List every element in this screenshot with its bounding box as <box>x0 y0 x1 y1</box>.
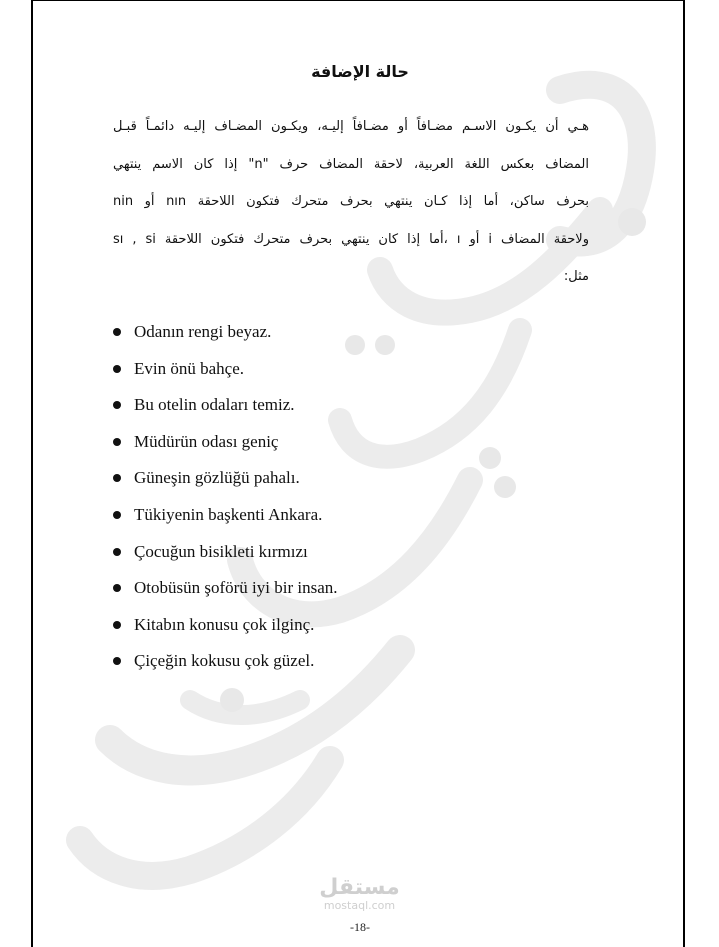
bullet-icon <box>113 511 121 519</box>
example-text: Otobüsün şoförü iyi bir insan. <box>134 578 338 598</box>
bullet-icon <box>113 438 121 446</box>
list-item <box>110 464 338 501</box>
paragraph-line: المضاف بعكس اللغة العربية، لاحقة المضاف حرف "n" إذا كان الاسم ينتهي <box>113 156 589 172</box>
bullet-icon <box>113 548 121 556</box>
example-text: Evin önü bahçe. <box>134 358 244 378</box>
examples-list <box>110 318 338 684</box>
mostaql-watermark-logo <box>312 876 407 912</box>
example-text: Kitabın konusu çok ilginç. <box>134 614 315 634</box>
paragraph-line: هـي أن يكـون الاسـم مضـافاً أو مضـافاً إليـه، ويكـون المضـاف إليـه دائمـاً قبـل <box>113 119 589 134</box>
list-item <box>110 538 338 575</box>
example-text: Tükiyenin başkenti Ankara. <box>134 504 323 524</box>
watermark-brand-url: mostaql.com <box>323 899 396 912</box>
list-item <box>110 428 338 465</box>
page-number: -18- <box>350 920 370 934</box>
watermark-brand-arabic: مستقل <box>319 875 400 900</box>
list-item <box>110 318 338 355</box>
page-title: حالة الإضافة <box>311 62 409 81</box>
example-text: Odanın rengi beyaz. <box>134 322 272 341</box>
example-text: Çiçeğin kokusu çok güzel. <box>134 651 315 671</box>
paragraph-line-example-intro: مثل: <box>563 269 589 284</box>
example-text: Bu otelin odaları temiz. <box>134 395 295 415</box>
example-text: Çocuğun bisikleti kırmızı <box>134 541 308 561</box>
bullet-icon <box>113 474 121 482</box>
bullet-icon <box>113 365 121 373</box>
bullet-icon <box>113 401 121 409</box>
bullet-icon <box>113 621 121 629</box>
bullet-icon <box>113 584 121 592</box>
definition-paragraph <box>113 108 589 296</box>
list-item <box>110 355 338 392</box>
bullet-icon <box>113 328 121 336</box>
list-item <box>110 501 338 538</box>
list-item <box>110 611 338 648</box>
paragraph-line: بحرف ساكن، أما إذا كـان ينتهي بحرف متحرك فتكون اللاحقة nın أو nin <box>113 194 589 209</box>
list-item <box>110 647 338 684</box>
bullet-icon <box>113 657 121 665</box>
list-item <box>110 391 338 428</box>
paragraph-line: ولاحقة المضاف i أو ı ،أما إذا كان ينتهي بحرف متحرك فتكون اللاحقة sı , si <box>113 231 590 247</box>
example-text: Güneşin gözlüğü pahalı. <box>134 468 300 488</box>
list-item <box>110 574 338 611</box>
example-text: Müdürün odası geniç <box>134 431 279 451</box>
